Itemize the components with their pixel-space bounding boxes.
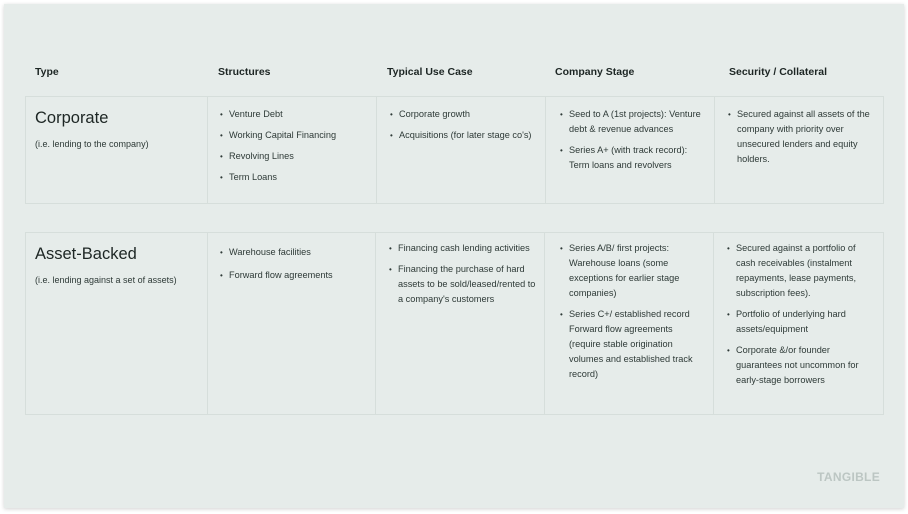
list-item: • Corporate growth	[390, 107, 538, 122]
list-item: • Acquisitions (for later stage co's)	[390, 128, 538, 143]
type-cell	[26, 233, 207, 414]
list-item: • Working Capital Financing	[220, 128, 369, 143]
header-use-case: Typical Use Case	[387, 66, 473, 78]
list-item: • Term Loans	[220, 170, 369, 185]
slide	[4, 4, 904, 508]
list-item: • Seed to A (1st projects): Venture debt & revenue advances	[560, 107, 707, 137]
row-subtitle: (i.e. lending to the company)	[35, 139, 149, 149]
security-cell	[713, 233, 884, 414]
header-company-stage: Company Stage	[555, 66, 635, 78]
security-cell	[714, 97, 884, 203]
structures-cell	[207, 97, 377, 203]
list-item: • Series A+ (with track record): Term loans and revolvers	[560, 143, 707, 173]
row-asset-backed	[25, 232, 884, 415]
list-item: • Secured against a portfolio of cash receivables (instalment repayments, lease payments, subscription fees).	[727, 241, 876, 301]
list-item: • Warehouse facilities	[220, 245, 368, 260]
use-case-cell	[376, 97, 546, 203]
list-item: • Portfolio of underlying hard assets/equipment	[727, 307, 876, 337]
list-item: • Financing cash lending activities	[389, 241, 537, 256]
row-title: Corporate	[35, 109, 109, 127]
row-title: Asset-Backed	[35, 245, 137, 263]
use-case-cell	[375, 233, 545, 414]
row-corporate	[25, 96, 884, 204]
header-type: Type	[35, 66, 59, 78]
list-item: • Corporate &/or founder guarantees not uncommon for early-stage borrowers	[727, 343, 876, 388]
list-item: • Series C+/ established record Forward flow agreements (require stable origination volumes and established track record)	[560, 307, 706, 382]
header-security: Security / Collateral	[729, 66, 828, 78]
stage-cell	[545, 97, 715, 203]
stage-cell	[544, 233, 714, 414]
list-item: • Revolving Lines	[220, 149, 369, 164]
header-structures: Structures	[218, 66, 271, 78]
row-subtitle: (i.e. lending against a set of assets)	[35, 275, 177, 285]
type-cell	[26, 97, 207, 203]
structures-cell	[207, 233, 376, 414]
list-item: • Series A/B/ first projects: Warehouse loans (some exceptions for earlier stage companies)	[560, 241, 706, 301]
list-item: • Financing the purchase of hard assets to be sold/leased/rented to a company's customers	[389, 262, 537, 307]
list-item: • Secured against all assets of the company with priority over unsecured lenders and equity holders.	[728, 107, 876, 167]
brand-logo: TANGIBLE	[817, 470, 880, 484]
list-item: • Forward flow agreements	[220, 268, 368, 283]
list-item: • Venture Debt	[220, 107, 369, 122]
